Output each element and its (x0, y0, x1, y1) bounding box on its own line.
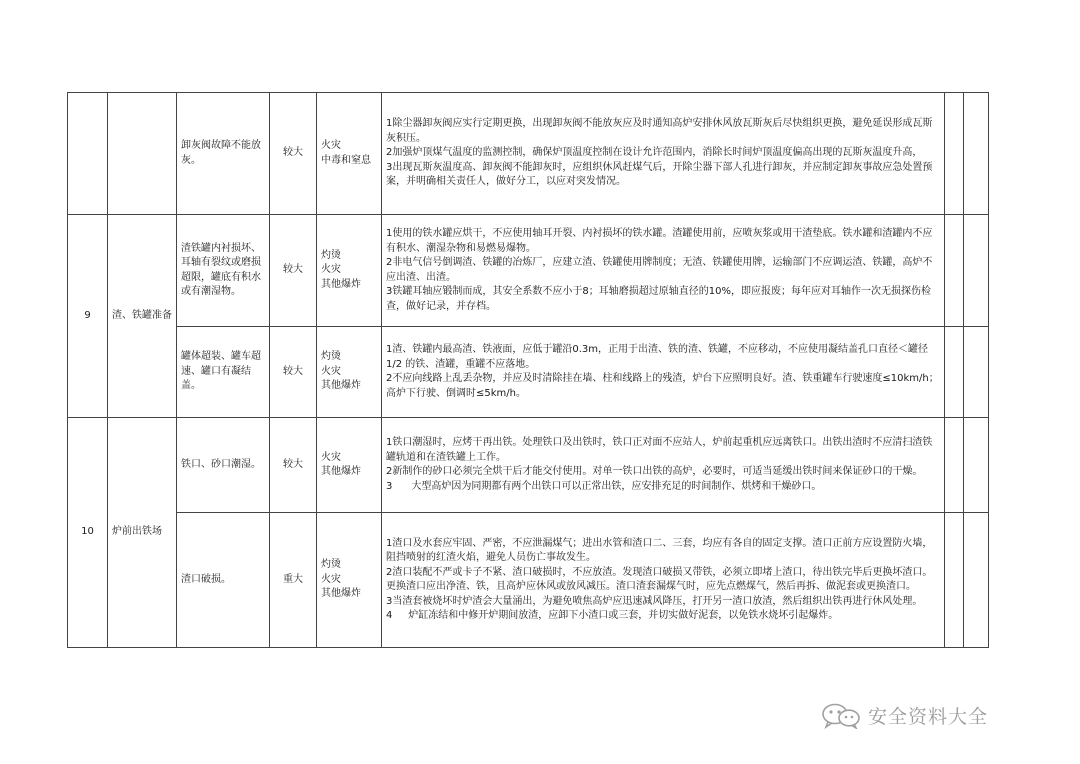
control-measures (382, 215, 945, 327)
empty-cell (964, 513, 989, 648)
accident-type (317, 327, 382, 418)
measure-item: 2加强炉顶煤气温度的监测控制，确保炉顶温度控制在设计允许范围内，消除长时间炉顶温度偏高出现的瓦斯灰温度升高， (386, 147, 923, 159)
risk-level: 较大 (270, 93, 317, 215)
risk-level: 重大 (270, 513, 317, 648)
accident-item: 火灾 (321, 451, 341, 463)
project-name (108, 93, 177, 215)
empty-cell (964, 418, 989, 513)
accident-item: 灼烫 (321, 351, 341, 363)
measure-item: 3出现瓦斯灰温度高、卸灰阀不能卸灰时，应组织休风赶煤气后，开除尘器下部人孔进行卸灰，并应制定卸灰事故应急处置预案，并明确相关责任人，做好分工，以应对突发情况。 (386, 161, 933, 188)
empty-cell (945, 327, 964, 418)
table-row (68, 93, 989, 215)
measure-item: 2渣口装配不严或卡子不紧、渣口破损时，不应放渣。发现渣口破损又带铁，必须立即堵上渣口，待出铁完毕后更换坏渣口。更换渣口应出净渣、铁，且高炉应休风或放风减压。渣口渣套漏煤气时，应先点燃煤气，然后再拆、做泥套或更换渣口。 (386, 566, 933, 592)
hazard-cell: 铁口、砂口潮湿。 (177, 418, 270, 513)
measure-item: 2新制作的砂口必须完全烘干后才能交付使用。对单一铁口出铁的高炉，必要时，可适当延缓出铁时间来保证砂口的干燥。 (386, 466, 923, 477)
measure-item: 3铁罐耳轴应锻制而成，其安全系数不应小于8；耳轴磨损超过原轴直径的10%，即应报废；每年应对耳轴作一次无损探伤检查，做好记录，并存档。 (386, 286, 931, 312)
empty-cell (945, 513, 964, 648)
watermark-text: 安全资料大全 (868, 706, 989, 728)
measure-item: 3当渣套被烧坏时炉渣会大量涌出，为避免喷焦高炉应迅速减风降压，打开另一渣口放渣，然后组织出铁再进行休风处理。 (386, 595, 923, 607)
control-measures (382, 327, 945, 418)
table-row (68, 513, 989, 648)
risk-level: 较大 (270, 418, 317, 513)
measure-item: 1铁口潮湿时，应烤干再出铁。处理铁口及出铁时，铁口正对面不应站人，炉前起重机应远离铁口。出铁出渣时不应清扫渣铁罐轨道和在渣铁罐上工作。 (386, 437, 933, 463)
project-name: 炉前出铁场 (108, 418, 177, 648)
measure-item: 3 大型高炉因为同期都有两个出铁口可以正常出铁，应安排充足的时间制作、烘烤和干燥砂口。 (386, 480, 822, 492)
accident-item: 火灾 (321, 264, 341, 276)
empty-cell (945, 215, 964, 327)
measure-item: 1除尘器卸灰阀应实行定期更换，出现卸灰阀不能放灰应及时通知高炉安排休风放瓦斯灰后尽快组织更换，避免延误形成瓦斯灰积压。 (386, 118, 933, 144)
accident-item: 火灾 (321, 365, 341, 377)
measure-item: 1渣、铁罐内最高渣、铁液面，应低于罐沿0.3m，正用于出渣、铁的渣、铁罐，不应移动，不应使用凝结盖孔口直径＜罐径1/2 的铁、渣罐，重罐不应落地。 (386, 344, 929, 370)
control-measures (382, 418, 945, 513)
row-number: 10 (68, 418, 108, 648)
project-name: 渣、铁罐准备 (108, 215, 177, 418)
accident-type (317, 513, 382, 648)
empty-cell (964, 215, 989, 327)
hazard-cell: 卸灰阀故障不能放灰。 (177, 93, 270, 215)
accident-item: 其他爆炸 (321, 380, 361, 392)
accident-item: 中毒和窒息 (321, 154, 371, 166)
row-number (68, 93, 108, 215)
empty-cell (945, 93, 964, 215)
accident-type (317, 215, 382, 327)
accident-item: 其他爆炸 (321, 466, 361, 477)
hazard-cell: 渣口破损。 (177, 513, 270, 648)
accident-type (317, 93, 382, 215)
table-row (68, 215, 989, 327)
wechat-icon (820, 703, 862, 729)
accident-item: 灼烫 (321, 559, 341, 571)
control-measures (382, 513, 945, 648)
accident-item: 火灾 (321, 140, 341, 151)
risk-table (67, 92, 989, 648)
row-number: 9 (68, 215, 108, 418)
measure-item: 4 炉缸冻结和中修开炉期间放渣，应卸下小渣口或三套，并切实做好泥套，以免铁水烧坏引起爆炸。 (386, 610, 839, 621)
risk-level: 较大 (270, 327, 317, 418)
empty-cell (964, 327, 989, 418)
measure-item: 1使用的铁水罐应烘干，不应使用轴耳开裂、内衬损坏的铁水罐。渣罐使用前，应喷灰浆或用干渣垫底。铁水罐和渣罐内不应有积水、潮湿杂物和易燃易爆物。 (386, 228, 933, 254)
watermark (820, 702, 988, 729)
control-measures (382, 93, 945, 215)
hazard-cell: 罐体超装、罐车超速、罐口有凝结盖。 (177, 327, 270, 418)
empty-cell (964, 93, 989, 215)
accident-item: 灼烫 (321, 249, 341, 261)
table-row (68, 418, 989, 513)
accident-item: 火灾 (321, 573, 341, 585)
empty-cell (945, 418, 964, 513)
risk-level: 较大 (270, 215, 317, 327)
measure-item: 1渣口及水套应牢固、严密，不应泄漏煤气；进出水管和渣口二、三套，均应有各自的固定支撑。渣口正前方应设置防火墙，阻挡喷射的红渣火焰，避免人员伤亡事故发生。 (386, 537, 933, 563)
hazard-cell: 渣铁罐内衬损坏、耳轴有裂纹或磨损超限，罐底有积水或有潮湿物。 (177, 215, 270, 327)
accident-item: 其他爆炸 (321, 588, 361, 600)
table-row (68, 327, 989, 418)
measure-item: 2非电气信号倒调渣、铁罐的冶炼厂，应建立渣、铁罐使用牌制度；无渣、铁罐使用牌，运输部门不应调运渣、铁罐，高炉不应出渣、出渣。 (386, 257, 933, 283)
accident-type (317, 418, 382, 513)
measure-item: 2不应向线路上乱丢杂物，并应及时清除挂在墙、柱和线路上的残渣，炉台下应照明良好。渣、铁重罐车行驶速度≤10km/h；高炉下行驶、倒调时≤5km/h。 (386, 373, 939, 399)
accident-item: 其他爆炸 (321, 278, 361, 290)
